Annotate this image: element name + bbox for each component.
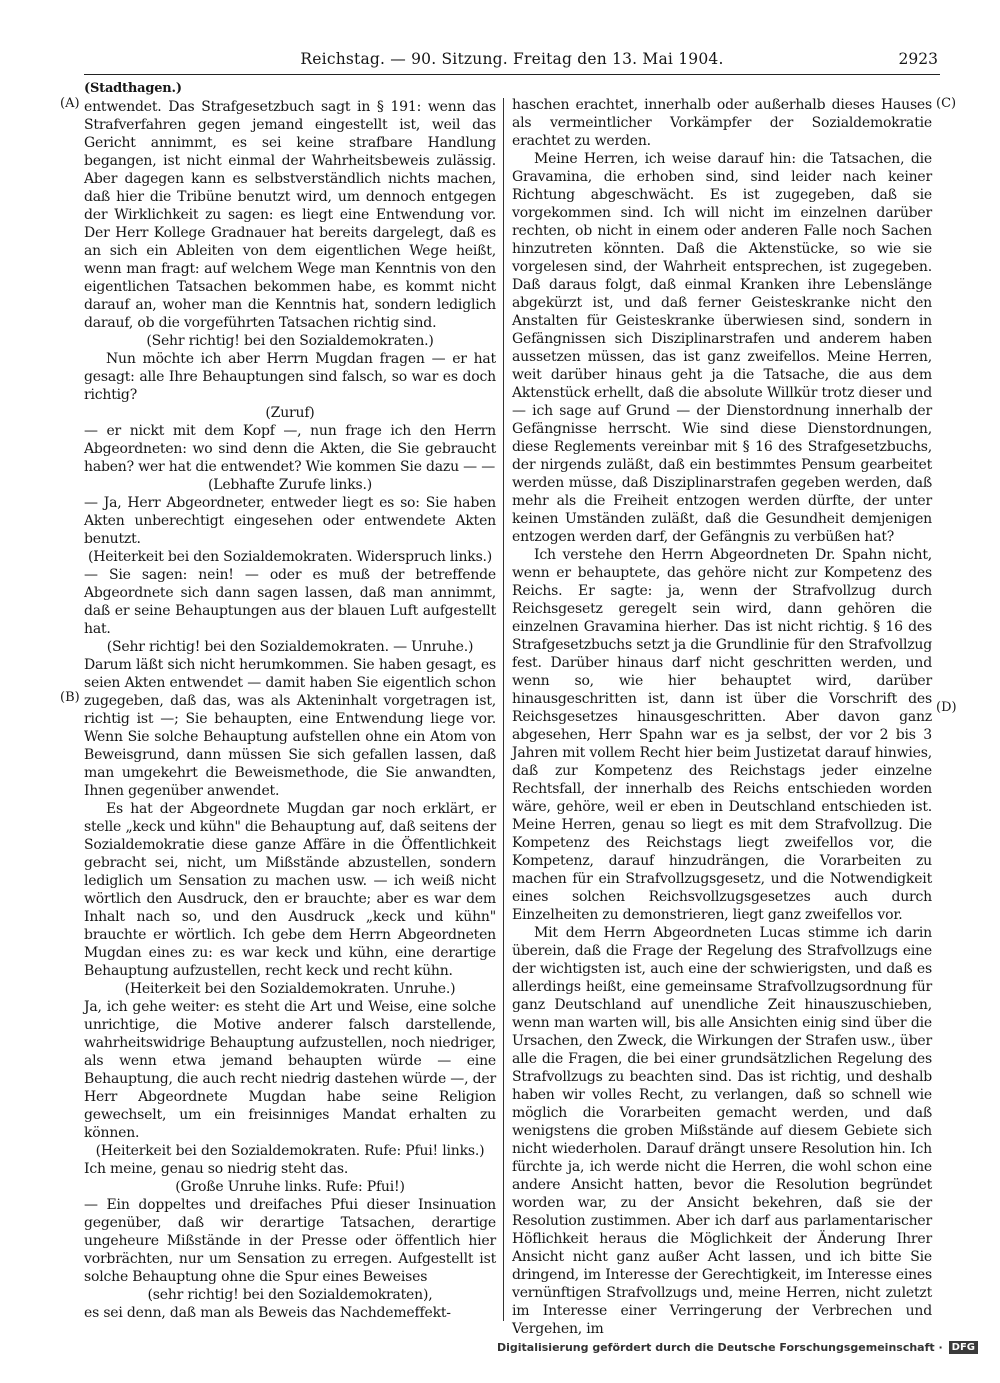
paragraph: — Sie sagen: nein! — oder es muß der betreffende Abgeordnete sich dann sagen lassen, daß man annimmt, daß er seine Behauptungen aus der blauen Luft aufgestellt hat. bbox=[84, 567, 496, 637]
interjection: (sehr richtig! bei den Sozialdemokraten), bbox=[147, 1287, 433, 1303]
paragraph: entwendet. Das Strafgesetzbuch sagt in § 191: wenn das Strafverfahren gegen jemand eingestellt ist, weil das Gericht annimmt, es sei keine strafbare Handlung begangen, ist nicht einmal der Wahrheitsbeweis zulässig. Aber dagegen kann es selbstverständlich nichts machen, daß hier die Tribüne benutzt wird, um dennoch entgegen der Wirklichkeit zu sagen: es liegt eine Entwendung vor. Der Herr Kollege Gradnauer hat bereits dargelegt, daß es an sich ein Ableiten von dem eigentlichen Wege heißt, wenn man fragt: auf welchem Wege man Kenntnis von den eigentlichen Tatsachen bekommen habe, es kommt nicht darauf an, woher man die Kenntnis hat, sondern lediglich darauf, ob die vorgeführten Tatsachen richtig sind. bbox=[84, 99, 496, 331]
footer-text: Digitalisierung gefördert durch die Deutsche Forschungsgemeinschaft · bbox=[496, 1341, 943, 1354]
margin-mark-b: (B) bbox=[60, 690, 80, 705]
margin-mark-c: (C) bbox=[936, 96, 957, 111]
page-header bbox=[84, 48, 940, 72]
paragraph: haschen erachtet, innerhalb oder außerhalb dieses Hauses als vermeintlicher Vorkämpfer der Sozialdemokratie erachtet zu werden. bbox=[512, 97, 932, 149]
interjection: (Heiterkeit bei den Sozialdemokraten. Unruhe.) bbox=[124, 981, 456, 997]
header-rule bbox=[84, 74, 940, 75]
interjection: (Heiterkeit bei den Sozialdemokraten. Rufe: Pfui! links.) bbox=[95, 1143, 485, 1159]
dfg-logo: DFG bbox=[949, 1341, 978, 1354]
interjection: (Sehr richtig! bei den Sozialdemokraten. — Unruhe.) bbox=[106, 639, 474, 655]
paragraph: es sei denn, daß man als Beweis das Nachdemeffekt- bbox=[84, 1305, 451, 1321]
left-column bbox=[84, 80, 496, 1322]
margin-mark-a: (A) bbox=[60, 96, 80, 111]
interjection: (Sehr richtig! bei den Sozialdemokraten.) bbox=[146, 333, 434, 349]
paragraph: Mit dem Herrn Abgeordneten Lucas stimme ich darin überein, daß die Frage der Regelung des Strafvollzugs eine der wichtigsten ist, auch eine der schwierigsten, und daß es allerdings heißt, eine gemeinsame Strafvollzugsordnung für ganz Deutschland auf unendliche Zeit hinauszuschieben, wenn man warten will, bis alle Ansichten einig sind über die Ursachen, den Zweck, die Wirkungen der Strafen usw., über alle die Fragen, die bei einer grundsätzlichen Regelung des Strafvollzugs zu beachten sind. Das ist richtig, und deshalb haben wir volles Recht, zu verlangen, daß so schnell wie möglich die Vorarbeiten gemacht werden, und daß wenigstens die groben Mißstände auf diesem Gebiete sich nicht wiederholen. Darauf drängt unsere Resolution hin. Ich fürchte ja, ich werde nicht die Herren, die wohl schon eine andere Ansicht hatten, bevor die Resolution begründet worden war, zu der Ansicht bekehren, daß sie der Resolution zustimmen. Aber ich darf aus parlamentarischer Höflichkeit heraus die Möglichkeit der Änderung Ihrer Ansicht nicht ganz außer Acht lassen, und ich bitte Sie dringend, im Interesse der Gerechtigkeit, im Interesse eines vernünftigen Strafvollzugs und, meine Herren, nicht zuletzt im Interesse einer Verringerung der Verbrechen und Vergehen, im bbox=[512, 925, 932, 1337]
footer bbox=[497, 1341, 978, 1354]
paragraph: Nun möchte ich aber Herrn Mugdan fragen — er hat gesagt: alle Ihre Behauptungen sind falsch, so war es doch richtig? bbox=[84, 351, 496, 403]
running-head: Reichstag. — 90. Sitzung. Freitag den 13. Mai 1904. bbox=[300, 50, 724, 68]
speaker-label: (Stadthagen.) bbox=[84, 81, 182, 96]
interjection: (Heiterkeit bei den Sozialdemokraten. Widerspruch links.) bbox=[87, 549, 493, 565]
page-number: 2923 bbox=[898, 50, 938, 68]
margin-mark-d: (D) bbox=[936, 700, 957, 715]
paragraph: Ja, ich gehe weiter: es steht die Art und Weise, eine solche unrichtige, die Motive anderer falsch darstellende, wahrheitswidrige Behauptung aufzustellen, noch niedriger, als wenn etwa jemand behaupten würde — eine Behauptung, die auch recht niedrig dastehen würde —, der Herr Abgeordnete Mugdan habe seine Religion gewechselt, um ein freisinniges Mandat erhalten zu können. bbox=[84, 999, 496, 1141]
interjection: (Zuruf) bbox=[265, 405, 315, 421]
paragraph: — er nickt mit dem Kopf —, nun frage ich den Herrn Abgeordneten: wo sind denn die Akten, die Sie gebraucht haben? wer hat die entwendet? Wie kommen Sie dazu — — bbox=[84, 423, 496, 475]
right-column bbox=[512, 96, 932, 1338]
paragraph: Meine Herren, ich weise darauf hin: die Tatsachen, die Gravamina, die erhoben sind, sind leider nach keiner Richtung abgeschwächt. Es ist zugegeben, daß sie vorgekommen sind. Ich will nicht im einzelnen darüber rechten, ob nicht in einem oder anderen Falle noch Sachen hinzutreten könnten. Daß die Aktenstücke, so wie sie vorgelesen sind, der Wahrheit entsprechen, ist zugegeben. Daß daraus folgt, daß einmal Kranken ihre Lebenslänge abgekürzt ist, und daß ferner Geisteskranke nicht den Anstalten für Geisteskranke überwiesen sind, sondern in Gefängnissen sich Disziplinarstrafen und anderem haben aussetzen müssen, das ist ganz zweifellos. Meine Herren, weit darüber hinaus geht ja die Tatsache, die aus dem Aktenstück erhellt, daß die absolute Willkür trotz dieser und — ich sage auf Grund — der Dienstordnung innerhalb der Gefängnisse herrscht. Wie sind diese Dienstordnungen, diese Reglements vereinbar mit § 16 des Strafgesetzbuchs, der nirgends zuläßt, daß ein bestimmtes Pensum gearbeitet werden müsse, daß Disziplinarstrafen gegeben werden, daß mehr als die Freiheit entzogen werden dürfte, der unter keinen Umständen zuläßt, daß die Gesundheit demjenigen entzogen werden darf, der Gefängnis zu verbüßen hat? bbox=[512, 151, 932, 545]
paragraph: Darum läßt sich nicht herumkommen. Sie haben gesagt, es seien Akten entwendet — damit haben Sie eigentlich schon zugegeben, daß das, was als Akteninhalt vorgetragen ist, richtig ist —; Sie behaupten, eine Entwendung liege vor. Wenn Sie solche Behauptung aufstellen ohne ein Atom von Beweisgrund, dann müssen Sie sich gefallen lassen, daß man umgekehrt die Beweismethode, die Sie anwandten, Ihnen gegenüber anwendet. bbox=[84, 657, 496, 799]
paragraph: — Ein doppeltes und dreifaches Pfui dieser Insinuation gegenüber, daß wir derartige Tatsachen, derartige ungeheure Mißstände in der Presse oder öffentlich hier vorbrächten, nur um Sensation zu erregen. Aufgestellt ist solche Behauptung ohne die Spur eines Beweises bbox=[84, 1197, 496, 1285]
interjection: (Lebhafte Zurufe links.) bbox=[207, 477, 373, 493]
paragraph: Ich verstehe den Herrn Abgeordneten Dr. Spahn nicht, wenn er behauptete, das gehöre nicht zur Kompetenz des Reichs. Er sagte: ja, wenn der Strafvollzug durch Reichsgesetz geregelt sein wird, dann gehören die einzelnen Gravamina hierher. Das ist nicht richtig. § 16 des Strafgesetzbuchs setzt ja die Grundlinie für den Strafvollzug fest. Darüber hinaus darf nicht geschritten werden, und wenn so, wie hier behauptet wird, darüber hinausgeschritten ist, dann ist über die Vorschrift des Reichsgesetzes hinausgeschritten. Aber davon ganz abgesehen, Herr Spahn war es ja selbst, der vor 2 bis 3 Jahren mit vollem Recht hier beim Justizetat darauf hinwies, daß zur Kompetenz des Reichstags jeder einzelne Rechtsfall, der innerhalb des Reichs entschieden worden wäre, gehöre, weil er eben in Deutschland entschieden ist. Meine Herren, genau so liegt es mit dem Strafvollzug. Die Kompetenz des Reichstags liegt zweifellos vor, die Kompetenz, darauf hinzudrängen, die Vorarbeiten zu machen für ein Strafvollzugsgesetz, und die Notwendigkeit eines solchen Reichsvollzugsgesetzes auch durch Einzelheiten zu demonstrieren, liegt ganz zweifellos vor. bbox=[512, 547, 932, 923]
interjection: (Große Unruhe links. Rufe: Pfui!) bbox=[175, 1179, 405, 1195]
paragraph: Es hat der Abgeordnete Mugdan gar noch erklärt, er stelle „keck und kühn" die Behauptung auf, daß seitens der Sozialdemokratie diese ganze Affäre in die Öffentlichkeit gebracht sei, nicht, um Mißstände abzustellen, sondern lediglich um Sensation zu machen usw. — ich weiß nicht wörtlich den Ausdruck, den er brauchte; aber es war dem Inhalt nach so, und den Ausdruck „keck und kühn" brauchte er wörtlich. Ich gebe dem Herrn Abgeordneten Mugdan eines zu: es war keck und kühn, eine derartige Behauptung aufzustellen, recht keck und recht kühn. bbox=[84, 801, 496, 979]
paragraph: — Ja, Herr Abgeordneter, entweder liegt es so: Sie haben Akten unberechtigt eingesehen oder entwendete Akten benutzt. bbox=[84, 495, 496, 547]
column-divider bbox=[503, 98, 504, 1321]
paragraph: Ich meine, genau so niedrig steht das. bbox=[84, 1161, 349, 1177]
